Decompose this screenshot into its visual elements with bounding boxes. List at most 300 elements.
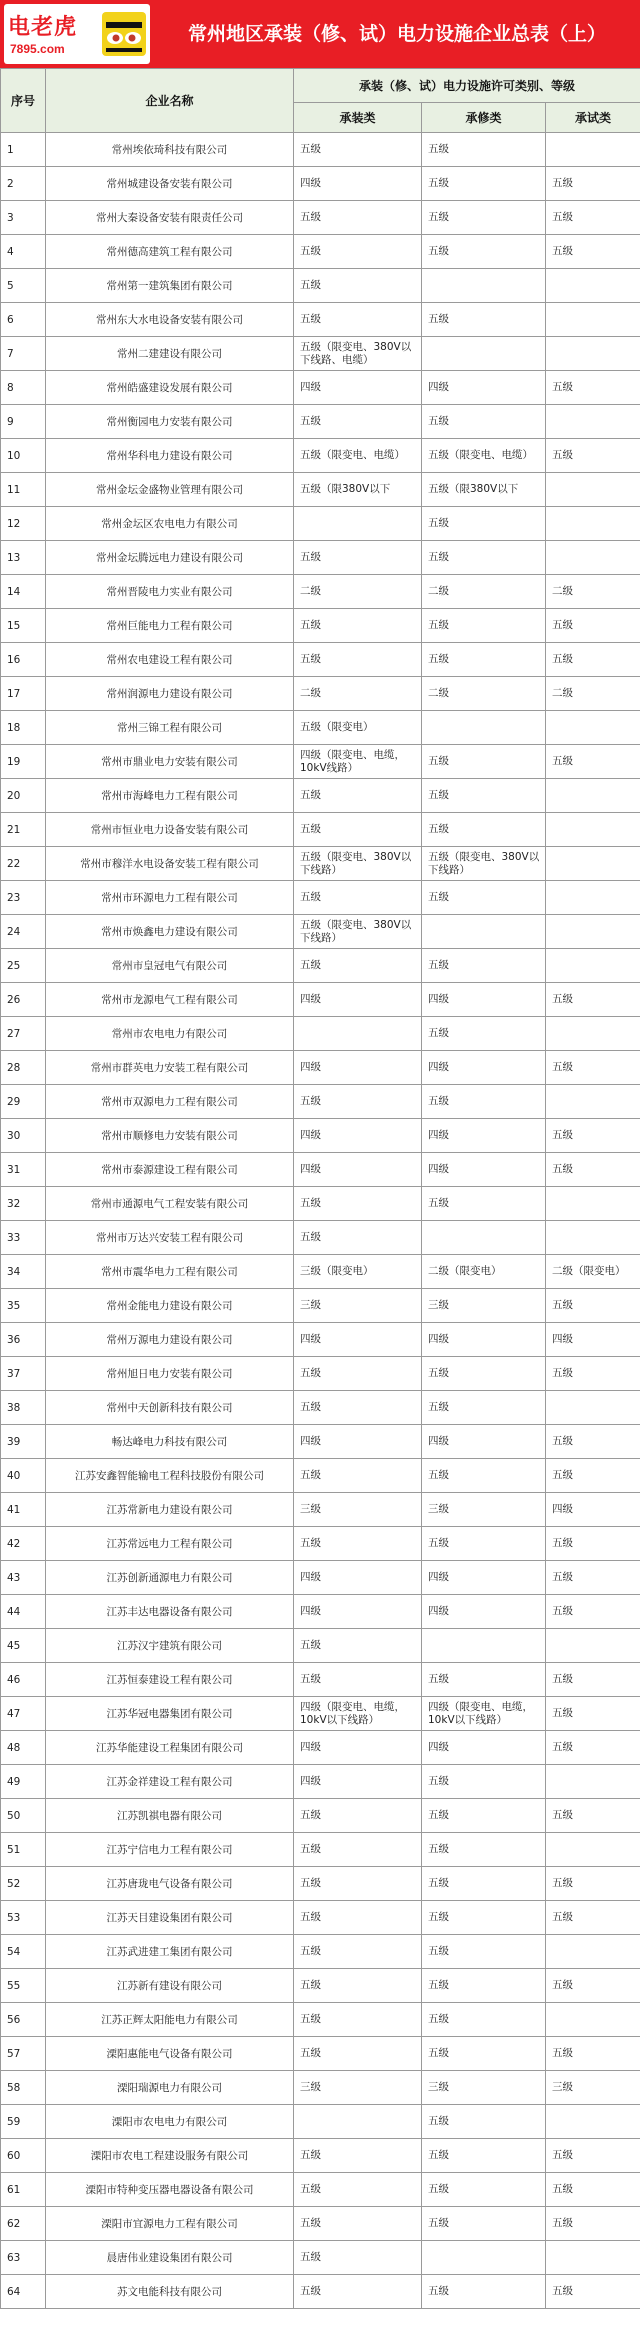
test-grade: 五级 [546, 983, 640, 1017]
test-grade: 五级 [546, 371, 640, 405]
table-row [1, 677, 640, 711]
repair-grade: 三级 [422, 1289, 546, 1323]
row-serial: 25 [1, 949, 46, 983]
table-row [1, 1493, 640, 1527]
row-serial: 36 [1, 1323, 46, 1357]
company-name: 江苏常新电力建设有限公司 [46, 1493, 294, 1527]
install-grade: 五级 [294, 1527, 422, 1561]
company-name: 常州埃依琦科技有限公司 [46, 133, 294, 167]
row-serial: 43 [1, 1561, 46, 1595]
company-name: 溧阳惠能电气设备有限公司 [46, 2037, 294, 2071]
row-serial: 9 [1, 405, 46, 439]
install-grade: 三级 [294, 1289, 422, 1323]
test-grade [546, 881, 640, 915]
install-grade: 四级 [294, 1153, 422, 1187]
repair-grade: 四级 [422, 1731, 546, 1765]
table-row [1, 2071, 640, 2105]
table-row [1, 1085, 640, 1119]
install-grade: 四级 [294, 1119, 422, 1153]
table-row [1, 2173, 640, 2207]
company-name: 常州市通源电气工程安装有限公司 [46, 1187, 294, 1221]
table-row [1, 541, 640, 575]
row-serial: 39 [1, 1425, 46, 1459]
install-grade: 五级 [294, 881, 422, 915]
table-row [1, 201, 640, 235]
test-grade: 五级 [546, 1901, 640, 1935]
company-name: 常州大秦设备安装有限责任公司 [46, 201, 294, 235]
row-serial: 60 [1, 2139, 46, 2173]
repair-grade: 五级 [422, 2139, 546, 2173]
company-name: 常州德高建筑工程有限公司 [46, 235, 294, 269]
install-grade: 五级 [294, 1357, 422, 1391]
row-serial: 49 [1, 1765, 46, 1799]
table-row [1, 1867, 640, 1901]
company-name: 常州市海峰电力工程有限公司 [46, 779, 294, 813]
test-grade [546, 2241, 640, 2275]
row-serial: 37 [1, 1357, 46, 1391]
company-name: 江苏创新通源电力有限公司 [46, 1561, 294, 1595]
table-row [1, 439, 640, 473]
repair-grade: 五级 [422, 2275, 546, 2309]
test-grade: 五级 [546, 1697, 640, 1731]
table-row [1, 405, 640, 439]
row-serial: 41 [1, 1493, 46, 1527]
install-grade: 四级 [294, 1765, 422, 1799]
company-name: 江苏汉宇建筑有限公司 [46, 1629, 294, 1663]
repair-grade: 四级 [422, 1425, 546, 1459]
install-grade: 五级 [294, 1221, 422, 1255]
repair-grade: 五级 [422, 1663, 546, 1697]
company-name: 常州第一建筑集团有限公司 [46, 269, 294, 303]
table-row [1, 1799, 640, 1833]
test-grade [546, 949, 640, 983]
test-grade: 五级 [546, 643, 640, 677]
table-row [1, 1663, 640, 1697]
table-row [1, 1357, 640, 1391]
table-row [1, 1119, 640, 1153]
repair-grade: 五级 [422, 609, 546, 643]
table-row [1, 1017, 640, 1051]
install-grade: 五级 [294, 2037, 422, 2071]
repair-grade: 五级 [422, 1969, 546, 2003]
table-row [1, 1221, 640, 1255]
row-serial: 32 [1, 1187, 46, 1221]
repair-grade: 三级 [422, 1493, 546, 1527]
repair-grade: 五级 [422, 1833, 546, 1867]
install-grade: 五级 [294, 1663, 422, 1697]
repair-grade: 二级 [422, 575, 546, 609]
table-row [1, 1561, 640, 1595]
repair-grade [422, 1221, 546, 1255]
row-serial: 16 [1, 643, 46, 677]
repair-grade: 五级 [422, 1527, 546, 1561]
install-grade: 五级 [294, 269, 422, 303]
repair-grade: 五级 [422, 1085, 546, 1119]
install-grade: 四级 [294, 983, 422, 1017]
install-grade: 五级 [294, 1187, 422, 1221]
install-grade: 五级（限变电、电缆） [294, 439, 422, 473]
company-name: 江苏恒泰建设工程有限公司 [46, 1663, 294, 1697]
repair-grade: 四级 [422, 1119, 546, 1153]
test-grade: 二级 [546, 677, 640, 711]
repair-grade: 五级 [422, 2173, 546, 2207]
row-serial: 33 [1, 1221, 46, 1255]
test-grade: 五级 [546, 1289, 640, 1323]
install-grade: 五级（限变电、380V以下线路） [294, 847, 422, 881]
install-grade [294, 2105, 422, 2139]
test-grade [546, 1187, 640, 1221]
install-grade: 二级 [294, 677, 422, 711]
repair-grade: 五级 [422, 2105, 546, 2139]
table-row [1, 2037, 640, 2071]
repair-grade: 四级 [422, 1323, 546, 1357]
test-grade: 五级 [546, 1799, 640, 1833]
company-name: 江苏正辉太阳能电力有限公司 [46, 2003, 294, 2037]
row-serial: 29 [1, 1085, 46, 1119]
table-row [1, 1969, 640, 2003]
table-row [1, 609, 640, 643]
repair-grade: 四级 [422, 983, 546, 1017]
row-serial: 23 [1, 881, 46, 915]
repair-grade: 五级 [422, 507, 546, 541]
table-row [1, 133, 640, 167]
repair-grade: 五级 [422, 541, 546, 575]
row-serial: 17 [1, 677, 46, 711]
repair-grade: 五级 [422, 201, 546, 235]
page-title: 常州地区承装（修、试）电力设施企业总表（上） [187, 23, 606, 45]
install-grade: 四级（限变电、电缆，10kV线路） [294, 745, 422, 779]
company-name: 江苏宁信电力工程有限公司 [46, 1833, 294, 1867]
table-row [1, 949, 640, 983]
company-name: 常州农电建设工程有限公司 [46, 643, 294, 677]
company-name: 常州市万达兴安装工程有限公司 [46, 1221, 294, 1255]
test-grade [546, 2105, 640, 2139]
company-name: 常州润源电力建设有限公司 [46, 677, 294, 711]
row-serial: 22 [1, 847, 46, 881]
table-row [1, 1731, 640, 1765]
install-grade: 三级 [294, 1493, 422, 1527]
company-name: 溧阳瑞源电力有限公司 [46, 2071, 294, 2105]
test-grade: 二级（限变电） [546, 1255, 640, 1289]
install-grade: 五级 [294, 1935, 422, 1969]
company-name: 常州市皇冠电气有限公司 [46, 949, 294, 983]
header-company-name: 企业名称 [46, 69, 294, 133]
table-row [1, 1187, 640, 1221]
row-serial: 38 [1, 1391, 46, 1425]
test-grade [546, 303, 640, 337]
row-serial: 46 [1, 1663, 46, 1697]
company-name: 常州旭日电力安装有限公司 [46, 1357, 294, 1391]
company-name: 常州金坛区农电电力有限公司 [46, 507, 294, 541]
test-grade [546, 133, 640, 167]
row-serial: 26 [1, 983, 46, 1017]
test-grade [546, 1017, 640, 1051]
table-row [1, 235, 640, 269]
row-serial: 51 [1, 1833, 46, 1867]
table-row [1, 915, 640, 949]
company-name: 畅达峰电力科技有限公司 [46, 1425, 294, 1459]
company-name: 江苏金祥建设工程有限公司 [46, 1765, 294, 1799]
test-grade [546, 1221, 640, 1255]
test-grade: 五级 [546, 2207, 640, 2241]
test-grade [546, 2003, 640, 2037]
tiger-eyes-icon [102, 12, 146, 56]
repair-grade [422, 269, 546, 303]
test-grade: 五级 [546, 235, 640, 269]
install-grade: 四级 [294, 1051, 422, 1085]
table-row [1, 779, 640, 813]
table-row [1, 745, 640, 779]
install-grade: 五级 [294, 2139, 422, 2173]
company-name: 常州市农电电力有限公司 [46, 1017, 294, 1051]
install-grade: 五级 [294, 1629, 422, 1663]
table-row [1, 2241, 640, 2275]
row-serial: 57 [1, 2037, 46, 2071]
row-serial: 19 [1, 745, 46, 779]
test-grade [546, 337, 640, 371]
table-row [1, 1901, 640, 1935]
company-name: 常州华科电力建设有限公司 [46, 439, 294, 473]
company-name: 常州衡园电力安装有限公司 [46, 405, 294, 439]
table-row [1, 983, 640, 1017]
company-name: 常州中天创新科技有限公司 [46, 1391, 294, 1425]
repair-grade: 三级 [422, 2071, 546, 2105]
table-row [1, 2105, 640, 2139]
install-grade [294, 1017, 422, 1051]
install-grade: 五级 [294, 1085, 422, 1119]
table-row [1, 303, 640, 337]
company-name: 江苏华冠电器集团有限公司 [46, 1697, 294, 1731]
company-name: 常州金坛金盛物业管理有限公司 [46, 473, 294, 507]
table-row [1, 1391, 640, 1425]
test-grade: 五级 [546, 2173, 640, 2207]
row-serial: 12 [1, 507, 46, 541]
row-serial: 13 [1, 541, 46, 575]
install-grade: 五级 [294, 813, 422, 847]
company-name: 江苏华能建设工程集团有限公司 [46, 1731, 294, 1765]
row-serial: 64 [1, 2275, 46, 2309]
company-name: 常州晋陵电力实业有限公司 [46, 575, 294, 609]
repair-grade [422, 1629, 546, 1663]
install-grade: 五级 [294, 1459, 422, 1493]
repair-grade: 五级 [422, 779, 546, 813]
test-grade: 五级 [546, 439, 640, 473]
row-serial: 54 [1, 1935, 46, 1969]
company-name: 江苏武进建工集团有限公司 [46, 1935, 294, 1969]
install-grade: 五级（限380V以下 [294, 473, 422, 507]
table-row [1, 269, 640, 303]
test-grade: 五级 [546, 1119, 640, 1153]
row-serial: 1 [1, 133, 46, 167]
row-serial: 40 [1, 1459, 46, 1493]
table-row [1, 1323, 640, 1357]
test-grade [546, 507, 640, 541]
row-serial: 6 [1, 303, 46, 337]
company-name: 常州市泰源建设工程有限公司 [46, 1153, 294, 1187]
install-grade: 五级 [294, 2003, 422, 2037]
repair-grade: 五级 [422, 2003, 546, 2037]
company-name: 常州市顺修电力安装有限公司 [46, 1119, 294, 1153]
row-serial: 10 [1, 439, 46, 473]
header-install: 承装类 [294, 103, 422, 133]
table-row [1, 1255, 640, 1289]
test-grade [546, 1085, 640, 1119]
install-grade: 五级 [294, 949, 422, 983]
install-grade: 五级 [294, 1799, 422, 1833]
table-row [1, 711, 640, 745]
table-row [1, 1425, 640, 1459]
test-grade: 五级 [546, 2275, 640, 2309]
company-name: 江苏新有建设有限公司 [46, 1969, 294, 2003]
test-grade: 五级 [546, 1867, 640, 1901]
table-body [1, 133, 640, 2309]
table-row [1, 507, 640, 541]
row-serial: 20 [1, 779, 46, 813]
repair-grade: 五级 [422, 745, 546, 779]
company-name: 溧阳市农电电力有限公司 [46, 2105, 294, 2139]
company-name: 江苏唐珑电气设备有限公司 [46, 1867, 294, 1901]
test-grade: 五级 [546, 1459, 640, 1493]
table-row [1, 881, 640, 915]
row-serial: 53 [1, 1901, 46, 1935]
table-row [1, 1833, 640, 1867]
test-grade [546, 405, 640, 439]
company-name: 江苏常远电力工程有限公司 [46, 1527, 294, 1561]
row-serial: 58 [1, 2071, 46, 2105]
repair-grade: 五级 [422, 1017, 546, 1051]
company-name: 常州万源电力建设有限公司 [46, 1323, 294, 1357]
repair-grade: 五级 [422, 1799, 546, 1833]
row-serial: 50 [1, 1799, 46, 1833]
install-grade: 五级 [294, 1867, 422, 1901]
install-grade: 五级 [294, 1901, 422, 1935]
brand-logo [4, 4, 150, 64]
table-row [1, 813, 640, 847]
repair-grade: 五级 [422, 235, 546, 269]
repair-grade: 五级 [422, 303, 546, 337]
install-grade: 四级 [294, 1595, 422, 1629]
company-name: 常州二建建设有限公司 [46, 337, 294, 371]
install-grade: 四级 [294, 1323, 422, 1357]
brand-name: 电老虎 [8, 15, 78, 40]
test-grade: 四级 [546, 1323, 640, 1357]
test-grade: 五级 [546, 1969, 640, 2003]
company-name: 常州巨能电力工程有限公司 [46, 609, 294, 643]
repair-grade: 五级 [422, 643, 546, 677]
install-grade: 五级 [294, 779, 422, 813]
table-row [1, 1527, 640, 1561]
install-grade: 五级（限变电、380V以下线路、电缆） [294, 337, 422, 371]
row-serial: 11 [1, 473, 46, 507]
install-grade: 四级 [294, 1731, 422, 1765]
table-row [1, 1595, 640, 1629]
install-grade: 五级 [294, 2241, 422, 2275]
company-name: 常州市穆洋水电设备安装工程有限公司 [46, 847, 294, 881]
install-grade [294, 507, 422, 541]
row-serial: 7 [1, 337, 46, 371]
test-grade [546, 1833, 640, 1867]
company-name: 溧阳市宜源电力工程有限公司 [46, 2207, 294, 2241]
header-test: 承试类 [546, 103, 640, 133]
test-grade [546, 1765, 640, 1799]
table-row [1, 473, 640, 507]
row-serial: 2 [1, 167, 46, 201]
install-grade: 五级 [294, 133, 422, 167]
test-grade [546, 1629, 640, 1663]
company-name: 常州城建设备安装有限公司 [46, 167, 294, 201]
test-grade [546, 711, 640, 745]
repair-grade: 五级 [422, 1901, 546, 1935]
table-row [1, 847, 640, 881]
install-grade: 五级（限变电、380V以下线路） [294, 915, 422, 949]
table-row [1, 1765, 640, 1799]
repair-grade: 四级 [422, 371, 546, 405]
company-name: 常州市恒业电力设备安装有限公司 [46, 813, 294, 847]
header-serial: 序号 [1, 69, 46, 133]
repair-grade: 四级 [422, 1561, 546, 1595]
install-grade: 五级 [294, 303, 422, 337]
install-grade: 五级 [294, 1391, 422, 1425]
test-grade [546, 1391, 640, 1425]
repair-grade: 四级 [422, 1153, 546, 1187]
test-grade [546, 269, 640, 303]
company-name: 常州市双源电力工程有限公司 [46, 1085, 294, 1119]
install-grade: 五级 [294, 405, 422, 439]
test-grade: 五级 [546, 1153, 640, 1187]
row-serial: 61 [1, 2173, 46, 2207]
install-grade: 五级 [294, 643, 422, 677]
company-name: 常州金能电力建设有限公司 [46, 1289, 294, 1323]
test-grade: 四级 [546, 1493, 640, 1527]
row-serial: 59 [1, 2105, 46, 2139]
install-grade: 四级 [294, 371, 422, 405]
install-grade: 四级（限变电、电缆，10kV以下线路） [294, 1697, 422, 1731]
test-grade: 五级 [546, 167, 640, 201]
table-row [1, 2207, 640, 2241]
install-grade: 四级 [294, 1425, 422, 1459]
repair-grade: 二级（限变电） [422, 1255, 546, 1289]
company-name: 江苏安鑫智能输电工程科技股份有限公司 [46, 1459, 294, 1493]
row-serial: 47 [1, 1697, 46, 1731]
test-grade: 五级 [546, 609, 640, 643]
install-grade: 五级 [294, 541, 422, 575]
row-serial: 62 [1, 2207, 46, 2241]
row-serial: 3 [1, 201, 46, 235]
row-serial: 63 [1, 2241, 46, 2275]
repair-grade: 五级 [422, 1187, 546, 1221]
install-grade: 四级 [294, 167, 422, 201]
row-serial: 56 [1, 2003, 46, 2037]
row-serial: 48 [1, 1731, 46, 1765]
row-serial: 45 [1, 1629, 46, 1663]
test-grade: 五级 [546, 2037, 640, 2071]
row-serial: 30 [1, 1119, 46, 1153]
repair-grade: 五级 [422, 133, 546, 167]
test-grade: 五级 [546, 1663, 640, 1697]
company-name: 常州金坛腾远电力建设有限公司 [46, 541, 294, 575]
repair-grade: 五级 [422, 167, 546, 201]
test-grade: 三级 [546, 2071, 640, 2105]
test-grade: 五级 [546, 1561, 640, 1595]
repair-grade: 四级 [422, 1051, 546, 1085]
test-grade [546, 473, 640, 507]
company-name: 常州市焕鑫电力建设有限公司 [46, 915, 294, 949]
install-grade: 五级（限变电） [294, 711, 422, 745]
header-repair: 承修类 [422, 103, 546, 133]
row-serial: 44 [1, 1595, 46, 1629]
table-row [1, 2275, 640, 2309]
install-grade: 五级 [294, 2207, 422, 2241]
